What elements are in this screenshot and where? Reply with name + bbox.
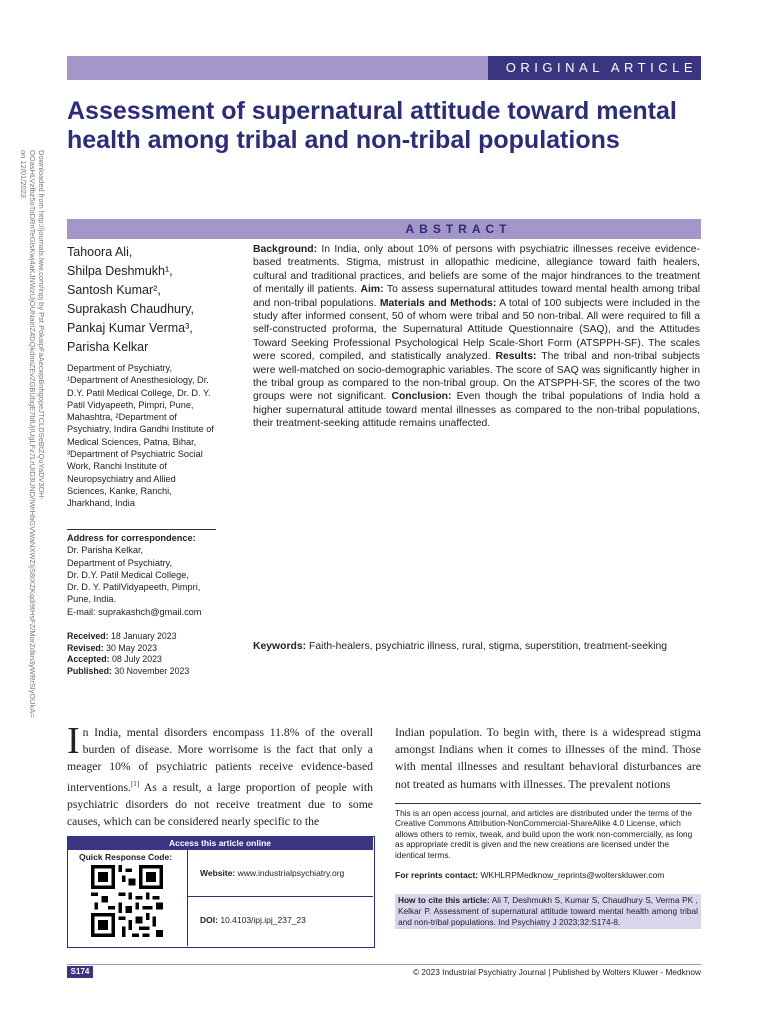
correspondence-heading: Address for correspondence: <box>67 533 196 543</box>
access-heading: Access this article online <box>67 836 373 850</box>
reference-link[interactable]: [1] <box>130 779 140 788</box>
drop-cap: I <box>67 720 80 762</box>
citation-box <box>395 894 701 929</box>
license-divider <box>395 803 701 804</box>
abstract-text: Background: In India, only about 10% of persons with psychiatric illnesses receive evidence-based treatments. Stigma, mistrust in allopathic medicine, allegiance toward faith healers, cultural and traditional practices, and beliefs are some of the major hindrances to the treatment of mentally ill patients. Aim: To assess supernatural attitudes toward mental health among tribal and non-tribal populations. Materials and Methods: A total of 100 subjects were included in the study after informed consent, 50 of whom were tribal and 50 non-tribal. All were required to fill a self-constructed proforma, the Supernatural Attitude Questionnaire (SAQ), and the Attitudes Toward Seeking Professional Psychological Help Scale-Short Form (ATSPPH-SF). The scales were scored, compiled, and statistically analyzed. Results: The tribal and non-tribal subjects were well-matched on socio-demographic variables. The score of SAQ was significantly higher in the tribal group as compared to the non-tribal group. On the ATSPPH-SF, the scores of the two groups were not significant. Conclusion: Even though the tribal populations of India hold a higher supernatural attitude toward mental illnesses as compared to the non-tribal populations, their treatment-seeking attitude remains unaffected. <box>253 244 701 430</box>
correspondence-line: Department of Psychiatry, <box>67 557 173 568</box>
footer-divider <box>67 964 701 965</box>
keywords-text: Faith-healers, psychiatric illness, rural, stigma, superstition, treatment-seeking <box>309 641 668 652</box>
qr-code-icon[interactable] <box>91 865 163 937</box>
abstract-label-background: Background: <box>253 244 318 255</box>
body-column-right: Indian population. To begin with, there is a widespread stigma amongst Indians when it comes to illnesses of the mind. Those with mental illnesses and resultant behavioral disturbances are not treated as humans with illnesses. The prevalent notions <box>395 726 701 791</box>
author: Suprakash Chaudhury, <box>67 302 194 316</box>
doi-row: DOI: 10.4103/ipj.ipj_237_23 <box>200 915 306 925</box>
keywords <box>253 640 700 653</box>
website-row: Website: www.industrialpsychiatry.org <box>200 868 345 878</box>
download-note-text: Downloaded from http://journals.lww.com/inpj by Pst PokaipFaAecwpBnhgopeJTCLDSeBtZQuYaDV3DH-OOasHLVzfbz5oToDRnTeGtsKwj4aKJNWzUjOUNairiZ4DQkdnnZEvZGBUbgE7bfUjIUgLFz7LrUID3UND/IWrHbGVWaNXWZIjS8IXZKqdi9tHsFZ/MorZdkn3yWRrSlyOUkA= on 12/01/2023 <box>19 150 46 718</box>
abstract-heading: ABSTRACT <box>405 222 512 236</box>
qr-label: Quick Response Code: <box>79 852 173 862</box>
website-link[interactable]: www.industrialpsychiatry.org <box>237 868 345 878</box>
access-divider-vertical <box>187 850 188 946</box>
correspondence-line: Pune, India. <box>67 594 117 605</box>
access-divider-horizontal <box>187 896 373 897</box>
author: Tahoora Ali, <box>67 245 133 259</box>
correspondence-block <box>67 532 227 618</box>
reprints-contact: For reprints contact: WKHLRPMedknow_reprints@wolterskluwer.com <box>395 870 665 880</box>
license-notice: This is an open access journal, and articles are distributed under the terms of the Creative Commons Attribution-NonCommercial-ShareAlike 4.0 License, which allows others to remix, tweak, and build upon the work non-commercially, as long as appropriate credit is given and the new creations are licensed under the identical terms. <box>395 808 693 860</box>
abstract-bar-left <box>67 219 216 239</box>
body-column-left: In India, mental disorders encompass 11.8% of the overall burden of disease. More worrisome is the fact that only a meager 10% of psychiatric patients receive evidence-based interventions.[1] As a result, a large proportion of people with psychiatric disorders do not receive treatment due to some causes, which can be considered nearly specific to the <box>67 720 373 828</box>
author: Pankaj Kumar Verma³, <box>67 321 193 335</box>
citation-label: How to cite this article: <box>398 895 490 905</box>
page-number: S174 <box>67 966 93 978</box>
doi-link[interactable]: 10.4103/ipj.ipj_237_23 <box>220 915 306 925</box>
correspondence-email[interactable]: E-mail: suprakashch@gmail.com <box>67 606 202 617</box>
keywords-label: Keywords: <box>253 641 307 652</box>
download-note <box>18 150 46 718</box>
reprints-email[interactable]: WKHLRPMedknow_reprints@wolterskluwer.com <box>480 870 665 880</box>
author: Santosh Kumar², <box>67 283 161 297</box>
date-revised: Revised: 30 May 2023 <box>67 642 157 653</box>
abstract-label-aim: Aim: <box>360 284 384 296</box>
abstract-label-methods: Materials and Methods: <box>379 297 497 309</box>
correspondence-line: Dr. D.Y. Patil Medical College, <box>67 569 189 580</box>
correspondence-line: Dr. Parisha Kelkar, <box>67 545 144 556</box>
date-received: Received: 18 January 2023 <box>67 631 177 641</box>
abstract-label-conclusion: Conclusion: <box>391 391 452 403</box>
citation-text: Ali T, Deshmukh S, Kumar S, Chaudhury S, Verma PK , Kelkar P. Assessment of supernatural attitude toward mental health among tribal and non-tribal populations. Ind Psychiatry J 2023;32:S174-8. <box>398 895 698 927</box>
correspondence-divider <box>67 529 216 530</box>
author-list <box>67 243 227 357</box>
affiliations: Department of Psychiatry, ¹Department of Anesthesiology, Dr. D.Y. Patil Medical College, Dr. D. Y. Patil Vidyapeeth, Pimpri, Pune, Mahashtra, ²Department of Psychiatry, Indira Gandhi Institute of Medical Sciences, Patna, Bihar, ³Department of Psychiatric Social Work, Ranchi Institute of Neuropsychiatry and Allied Sciences, Kanke, Ranchi, Jharkhand, India <box>67 363 214 509</box>
date-accepted: Accepted: 08 July 2023 <box>67 654 162 665</box>
author: Shilpa Deshmukh¹, <box>67 264 173 278</box>
author: Parisha Kelkar <box>67 340 149 354</box>
date-published: Published: 30 November 2023 <box>67 665 190 676</box>
footer-text: © 2023 Industrial Psychiatry Journal | Published by Wolters Kluwer - Medknow <box>412 967 701 977</box>
article-title: Assessment of supernatural attitude toward mental health among tribal and non-tribal populations <box>67 97 677 154</box>
abstract-label-results: Results: <box>495 351 537 363</box>
article-type-label: ORIGINAL ARTICLE <box>505 60 697 75</box>
dates-block <box>67 631 227 677</box>
correspondence-line: Dr. D. Y. PatilVidyapeeth, Pimpri, <box>67 582 201 593</box>
